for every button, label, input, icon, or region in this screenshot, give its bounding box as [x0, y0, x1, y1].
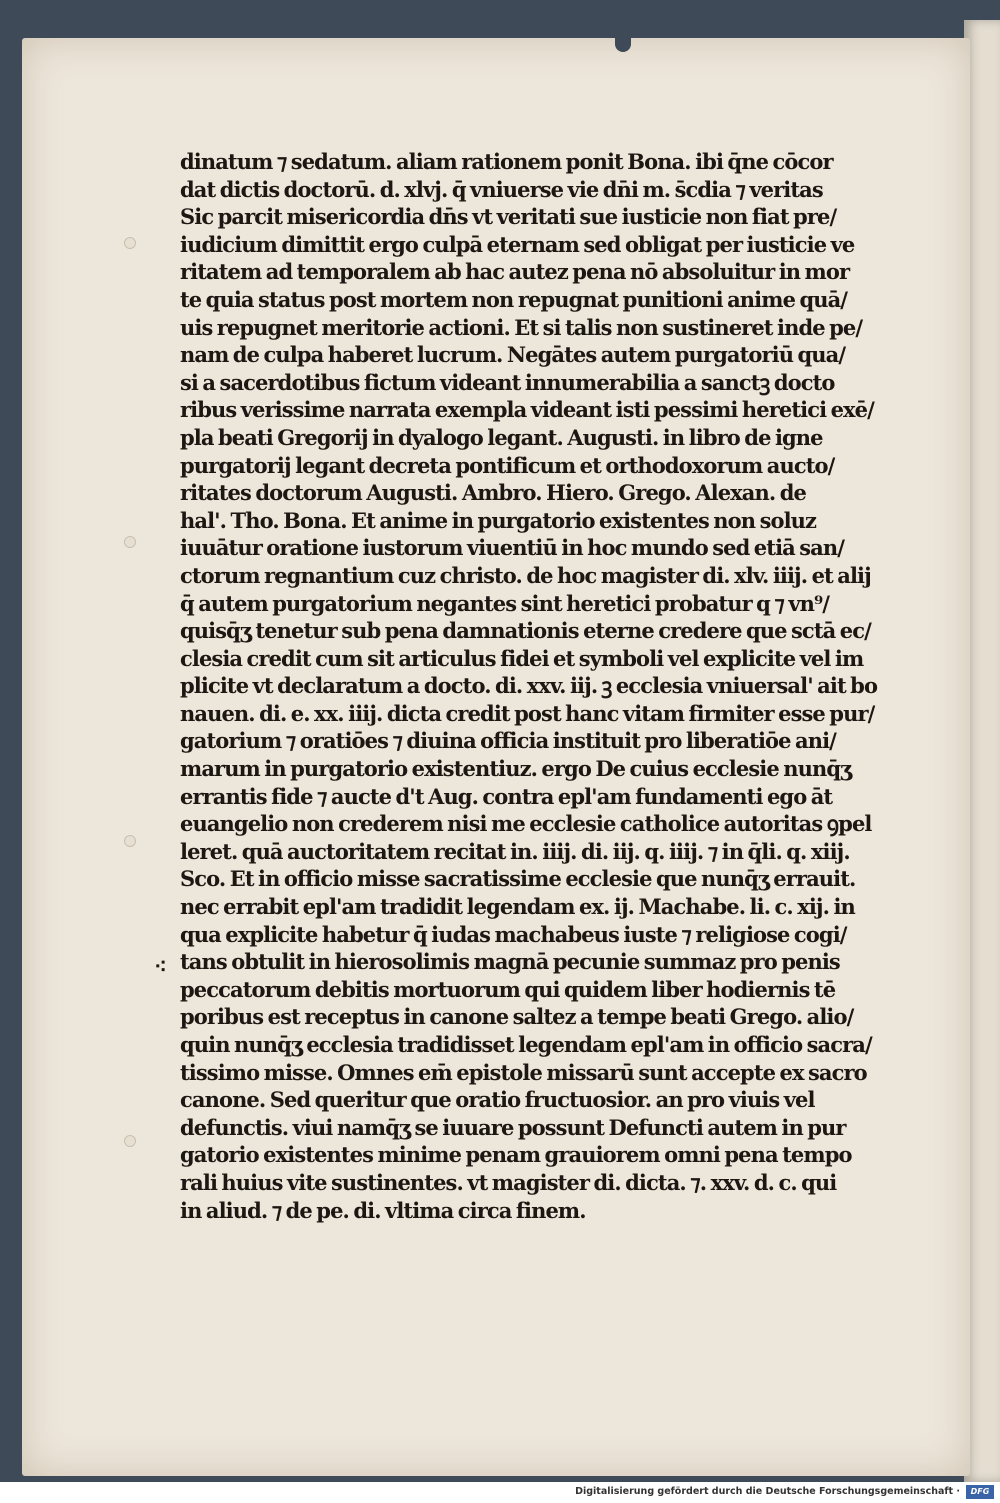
- text-line: errantis fide ⁊ aucte d't Aug. contra epl'am fundamenti ego āt: [180, 783, 833, 809]
- margin-mark: ⁖: [154, 954, 167, 980]
- text-line: Sic parcit misericordia dn̄s vt veritati sue iusticie non fiat pre/: [180, 204, 837, 230]
- text-line: Sco. Et in officio misse sacratissime ecclesie que nunq̄ʒ errauit.: [180, 866, 856, 892]
- text-line: te quia status post mortem non repugnat punitioni anime quā/: [180, 286, 848, 312]
- text-line: canone. Sed queritur que oratio fructuosior. an pro viuis vel: [180, 1087, 815, 1113]
- text-line: defunctis. viui namq̄ʒ se iuuare possunt Defuncti autem in pur: [180, 1114, 846, 1140]
- binding-hole: [124, 835, 136, 847]
- text-line: euangelio non crederem nisi me ecclesie catholice autoritas ꝯpel: [180, 811, 872, 837]
- text-line: clesia credit cum sit articulus fidei et symboli vel explicite vel im: [180, 645, 864, 671]
- text-line: nauen. di. e. xx. iiij. dicta credit post hanc vitam firmiter esse pur/: [180, 700, 875, 726]
- text-line: nec errabit epl'am tradidit legendam ex. ij. Machabe. li. c. xij. in: [180, 894, 855, 920]
- text-line: q̄ autem purgatorium negantes sint heretici probatur q ⁊ vn⁹/: [180, 590, 830, 616]
- text-line: ritates doctorum Augusti. Ambro. Hiero. Grego. Alexan. de: [180, 480, 806, 506]
- text-line: purgatorij legant decreta pontificum et orthodoxorum aucto/: [180, 452, 835, 478]
- text-line: quisq̄ʒ tenetur sub pena damnationis eterne credere que sctā ec/: [180, 618, 871, 644]
- text-line: uis repugnet meritorie actioni. Et si talis non sustineret inde pe/: [180, 314, 863, 340]
- text-line: leret. quā auctoritatem recitat in. iiij. di. iij. q. iiij. ⁊ in q̄li. q. xiij.: [180, 838, 850, 864]
- text-line: nam de culpa haberet lucrum. Negātes autem purgatoriū qua/: [180, 342, 846, 368]
- text-line: ctorum regnantium cuz christo. de hoc magister di. xlv. iiij. et alij: [180, 562, 871, 588]
- footer: [0, 1482, 1000, 1503]
- text-line: in aliud. ⁊ de pe. di. vltima circa finem.: [180, 1197, 586, 1223]
- text-line: hal'. Tho. Bona. Et anime in purgatorio existentes non soluz: [180, 507, 817, 533]
- text-line: quin nunq̄ʒ ecclesia tradidisset legendam epl'am in officio sacra/: [180, 1032, 872, 1057]
- text-line: tans obtulit in hierosolimis magnā pecunie summaz pro penis: [180, 949, 840, 975]
- text-line: dinatum ⁊ sedatum. aliam rationem ponit Bona. ibi q̄ne cōcor: [180, 149, 833, 174]
- binding-hole: [124, 237, 136, 249]
- text-line: marum in purgatorio existentiuz. ergo De cuius ecclesie nunq̄ʒ: [180, 756, 852, 782]
- text-line: si a sacerdotibus fictum videant innumerabilia a sanctꝫ docto: [180, 369, 835, 395]
- binding-hole: [124, 1135, 136, 1147]
- text-line: iuuātur oratione iustorum viuentiū in hoc mundo sed etiā san/: [180, 535, 845, 561]
- text-line: gatorio existentes minime penam grauiorem omni pena tempo: [180, 1142, 852, 1168]
- text-line: iudicium dimittit ergo culpā eternam sed obligat per iusticie ve: [180, 231, 855, 257]
- text-line: ritatem ad temporalem ab hac autez pena nō absoluitur in mor: [180, 259, 850, 285]
- dfg-logo: DFG: [966, 1485, 994, 1499]
- text-line: ribus verissime narrata exempla videant isti pessimi heretici exē/: [180, 397, 874, 423]
- text-line: tissimo misse. Omnes em̄ epistole missarū sunt accepte ex sacro: [180, 1059, 867, 1085]
- text-line: pla beati Gregorij in dyalogo legant. Augusti. in libro de igne: [180, 424, 823, 450]
- text-line: plicite vt declaratum a docto. di. xxv. iij. ꝫ ecclesia vniuersal' ait bo: [180, 673, 878, 699]
- footer-credit: Digitalisierung gefördert durch die Deutsche Forschungsgemeinschaft ·: [575, 1486, 960, 1497]
- text-line: peccatorum debitis mortuorum qui quidem liber hodiernis tē: [180, 976, 836, 1002]
- binding-hole: [124, 536, 136, 548]
- text-line: poribus est receptus in canone saltez a tempe beati Grego. alio/: [180, 1004, 854, 1030]
- page-notch: [615, 30, 631, 52]
- text-line: gatorium ⁊ oratiōes ⁊ diuina officia instituit pro liberatiōe ani/: [180, 728, 836, 754]
- page-text: [180, 148, 880, 1224]
- text-line: rali huius vite sustinentes. vt magister di. dicta. ⁊. xxv. d. c. qui: [180, 1169, 837, 1195]
- text-line: dat dictis doctorū. d. xlvj. q̄ vniuerse vie dn̄i m. s̄cdia ⁊ veritas: [180, 176, 823, 202]
- text-line: qua explicite habetur q̄ iudas machabeus iuste ⁊ religiose cogi/: [180, 921, 847, 947]
